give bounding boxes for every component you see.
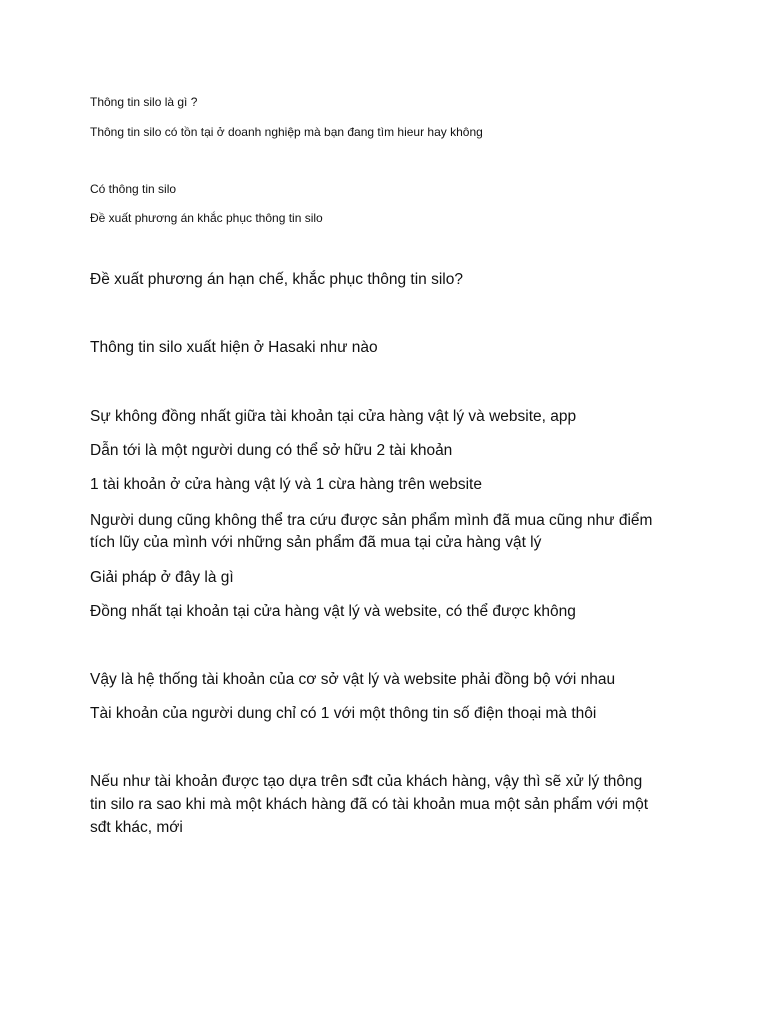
text-line-unify-accounts: Đồng nhất tại khoản tại cửa hàng vật lý và website, có thể được không	[90, 603, 576, 620]
text-line-solution-question: Giải pháp ở đây là gì	[90, 569, 234, 586]
text-line-propose-fix: Đề xuất phương án khắc phục thông tin silo	[90, 211, 323, 225]
heading-silo-at-hasaki: Thông tin silo xuất hiện ở Hasaki như nào	[90, 339, 378, 356]
text-line-phone-based-account: Nếu như tài khoản được tạo dựa trên sđt của khách hàng, vậy thì sẽ xử lý thông	[90, 773, 643, 790]
text-line-silo-exists-question: Thông tin silo có tồn tại ở doanh nghiệp mà bạn đang tìm hieur hay không	[90, 125, 483, 139]
text-line-store-and-web-account: 1 tài khoản ở cửa hàng vật lý và 1 cừa hàng trên website	[90, 476, 482, 493]
text-line-cannot-lookup-cont: tích lũy của mình với những sản phẩm đã mua tại cửa hàng vật lý	[90, 534, 542, 551]
text-line-sync-systems: Vậy là hệ thống tài khoản của cơ sở vật lý và website phải đồng bộ với nhau	[90, 671, 616, 688]
text-line-has-silo: Có thông tin silo	[90, 182, 177, 196]
text-line-phone-based-account-cont2: sđt khác, mới	[90, 819, 183, 836]
text-line-one-account-per-phone: Tài khoản của người dung chỉ có 1 với một thông tin số điện thoại mà thôi	[90, 705, 597, 722]
text-line-cannot-lookup: Người dung cũng không thể tra cứu được sản phẩm mình đã mua cũng như điểm	[90, 512, 653, 529]
heading-propose-limit-fix: Đề xuất phương án hạn chế, khắc phục thông tin silo?	[90, 271, 463, 288]
text-line-phone-based-account-cont1: tin silo ra sao khi mà một khách hàng đã có tài khoản mua một sản phẩm với một	[90, 796, 649, 813]
text-line-two-accounts: Dẫn tới là một người dung có thể sở hữu 2 tài khoản	[90, 442, 453, 459]
text-line-what-is-silo: Thông tin silo là gì ?	[90, 95, 198, 109]
text-line-inconsistency: Sự không đồng nhất giữa tài khoản tại cửa hàng vật lý và website, app	[90, 408, 577, 425]
